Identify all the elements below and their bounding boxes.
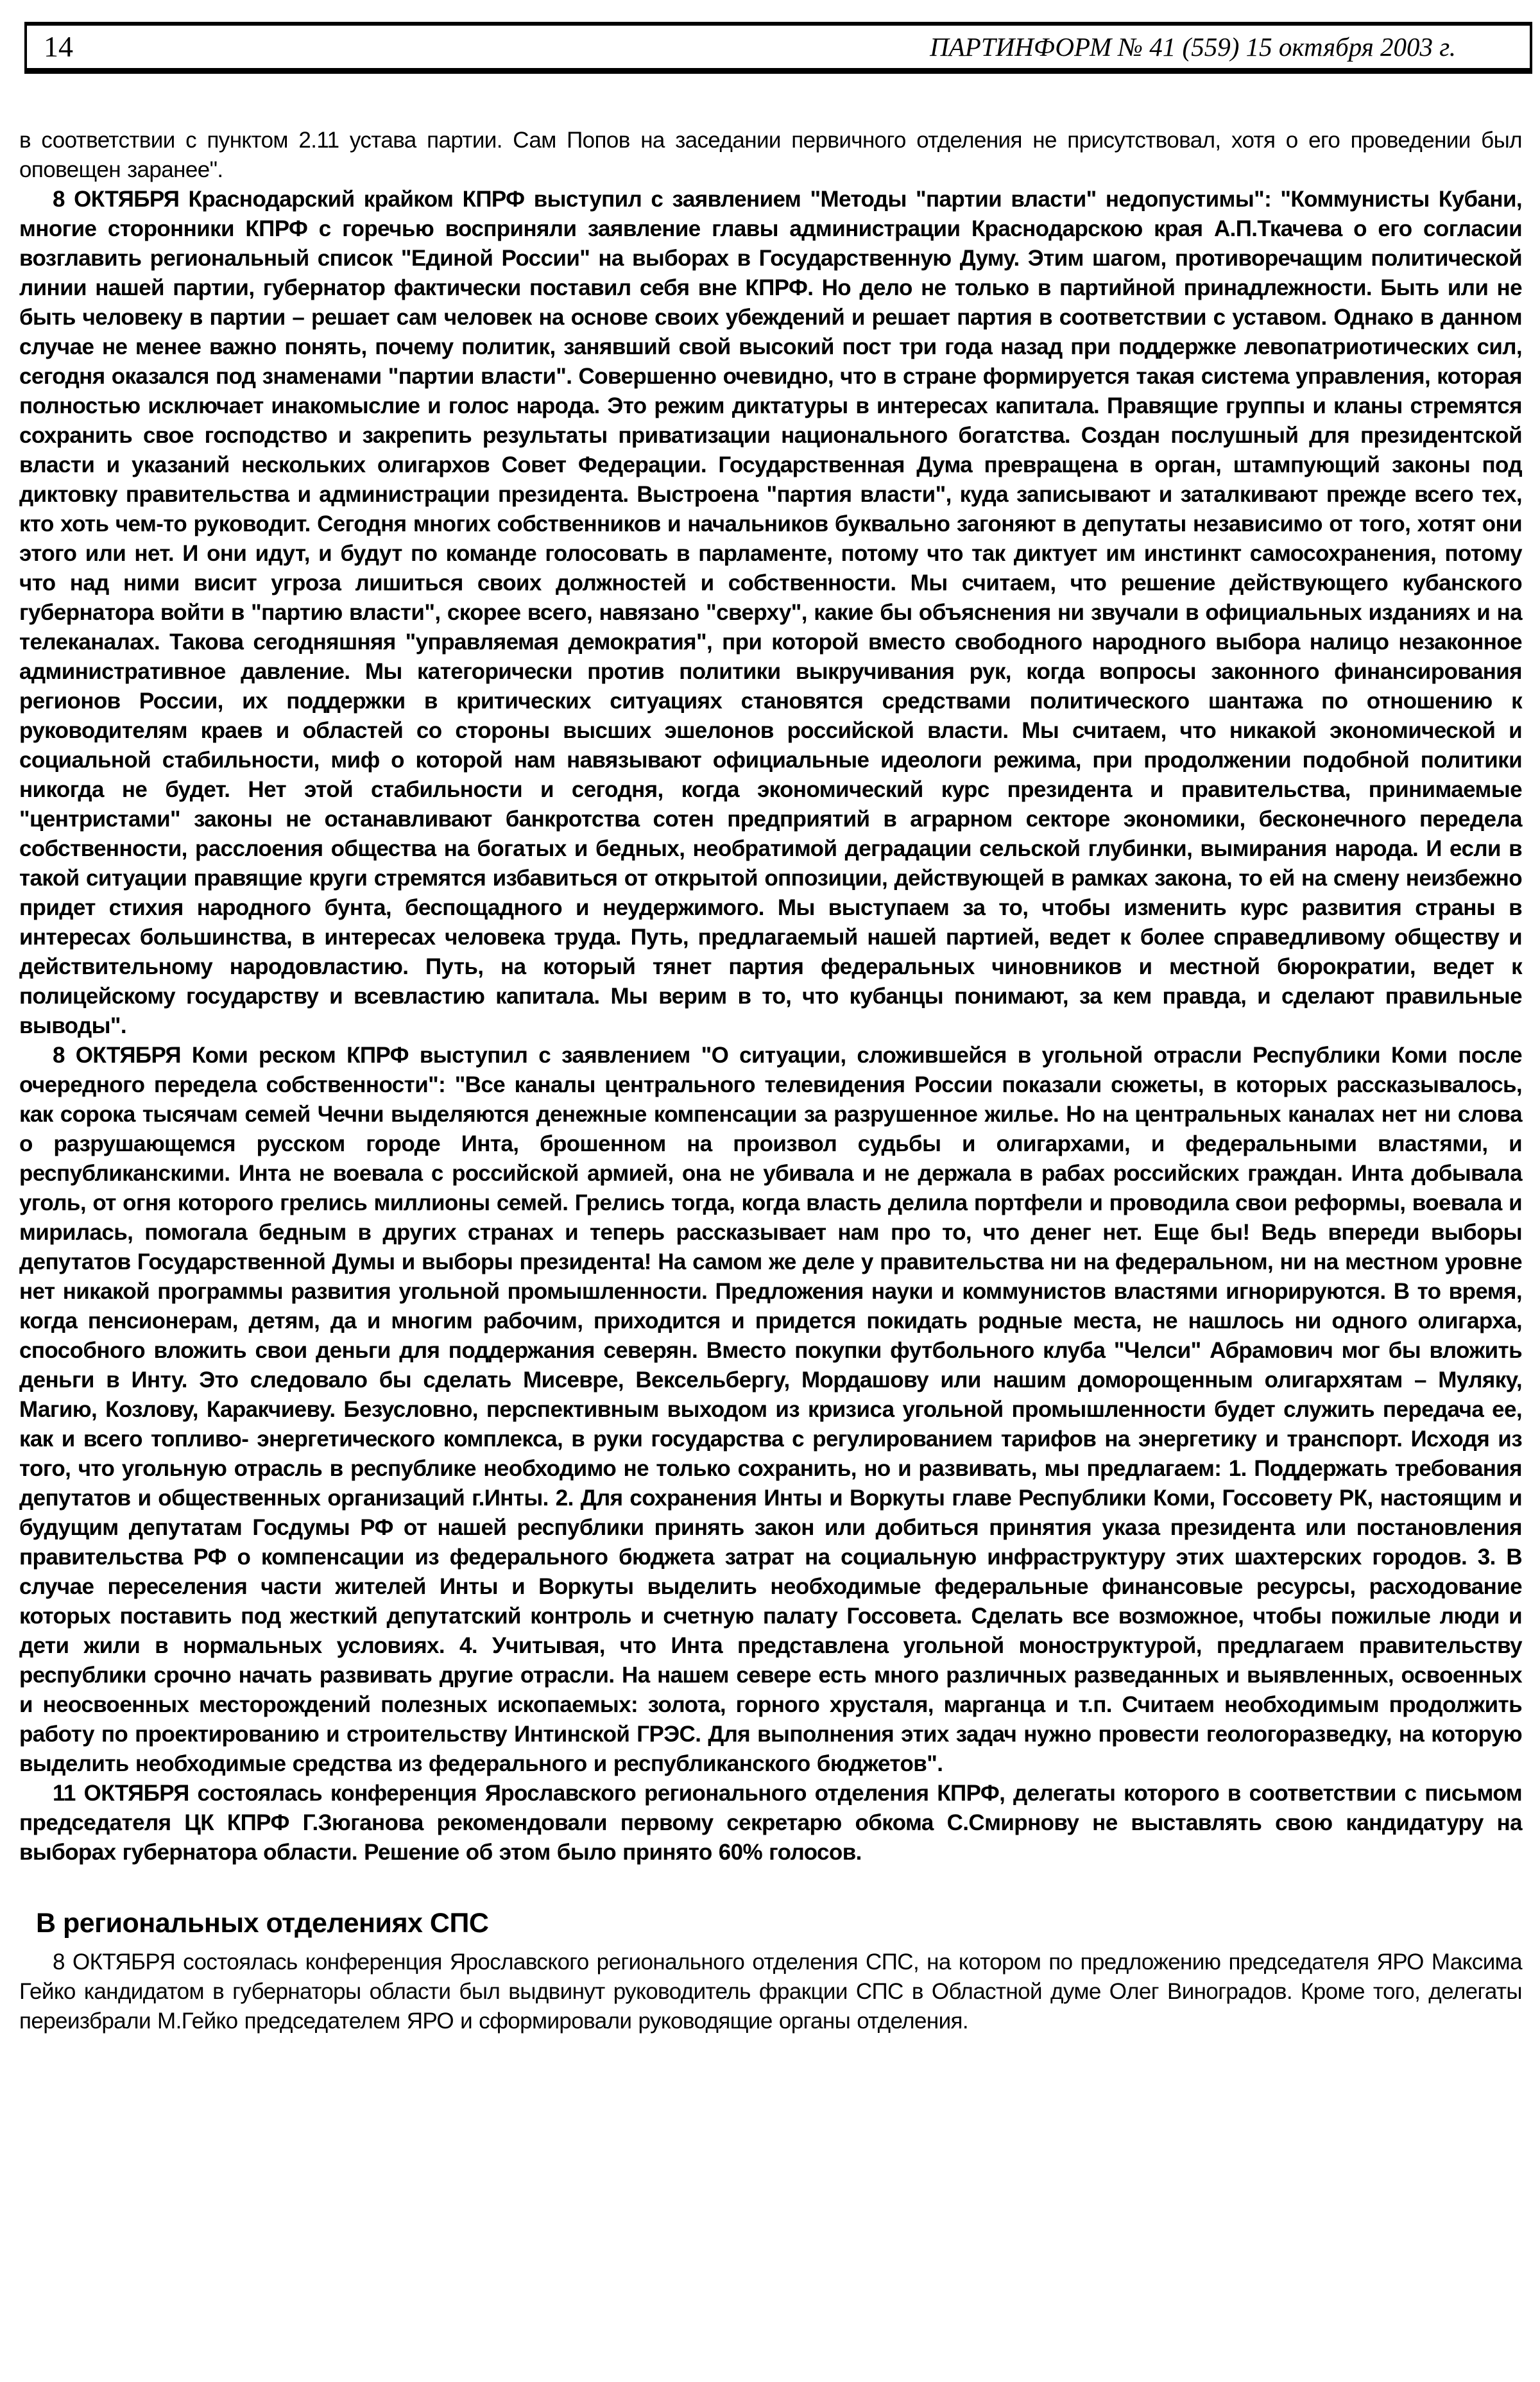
page-number: 14 xyxy=(44,30,73,63)
paragraph-krasnodar-statement: 8 ОКТЯБРЯ Краснодарский крайком КПРФ выступил с заявлением "Методы "партии власти" недопустимы": "Коммунисты Кубани, многие сторонники КПРФ с горечью восприняли заявление главы администрации Краснодарскою края А.П.Ткачева о его согласии возглавить региональный список "Единой России" на выборах в Государственную Думу. Этим шагом, противоречащим политической линии нашей партии, губернатор фактически поставил себя вне КПРФ. Но дело не только в партийной принадлежности. Быть или не быть человеку в партии – решает сам человек на основе своих убеждений и решает партия в соответствии с уставом. Однако в данном случае не менее важно понять, почему политик, занявший свой высокий пост три года назад при поддержке левопатриотических сил, сегодня оказался под знаменами "партии власти". Совершенно очевидно, что в стране формируется такая система управления, которая полностью исключает инакомыслие и голос народа. Это режим диктатуры в интересах капитала. Правящие группы и кланы стремятся сохранить свое господство и закрепить результаты приватизации национального богатства. Создан послушный для президентской власти и указаний нескольких олигархов Совет Федерации. Государственная Дума превращена в орган, штампующий законы под диктовку правительства и администрации президента. Выстроена "партия власти", куда записывают и заталкивают прежде всего тех, кто хоть чем-то руководит. Сегодня многих собственников и начальников буквально загоняют в депутаты независимо от того, хотят они этого или нет. И они идут, и будут по команде голосовать в парламенте, потому что так диктует им инстинкт самосохранения, потому что над ними висит угроза лишиться своих должностей и собственности. Мы считаем, что решение действующего кубанского губернатора войти в "партию власти", скорее всего, навязано "сверху", какие бы объяснения ни звучали в официальных изданиях и на телеканалах. Такова сегодняшняя "управляемая демократия", при которой вместо свободного народного выбора налицо незаконное административное давление. Мы категорически против политики выкручивания рук, когда вопросы законного финансирования регионов России, их поддержки в критических ситуациях становятся средствами политического шантажа по отношению к руководителям краев и областей со стороны высших эшелонов российской власти. Мы считаем, что никакой экономической и социальной стабильности, миф о которой нам навязывают официальные идеологи режима, при продолжении подобной политики никогда не будет. Нет этой стабильности и сегодня, когда экономический курс президента и правительства, принимаемые "центристами" законы не останавливают банкротства сотен предприятий в аграрном секторе экономики, бесконечного передела собственности, расслоения общества на богатых и бедных, необратимой деградации сельской глубинки, вымирания народа. И если в такой ситуации правящие круги стремятся избавиться от открытой оппозиции, действующей в рамках закона, то ей на смену неизбежно придет стихия народного бунта, беспощадного и неудержимого. Мы выступаем за то, чтобы изменить курс развития страны в интересах большинства, в интересах человека труда. Путь, предлагаемый нашей партией, ведет к более справедливому обществу и действительному народовластию. Путь, на который тянет партия федеральных чиновников и местной бюрократии, ведет к полицейскому государству и всевластию капитала. Мы верим в то, что кубанцы понимают, за кем правда, и сделают правильные выводы". xyxy=(19,187,1522,1038)
journal-masthead: ПАРТИНФОРМ № 41 (559) 15 октября 2003 г. xyxy=(930,31,1456,62)
paragraph-komi-statement: 8 ОКТЯБРЯ Коми реском КПРФ выступил с заявлением "О ситуации, сложившейся в угольной отрасли Республики Коми после очередного передела собственности": "Все каналы центрального телевидения России показали сюжеты, в которых рассказывалось, как сорока тысячам семей Чечни выделяются денежные компенсации за разрушенное жилье. Но на центральных каналах нет ни слова о разрушающемся русском городе Инта, брошенном на произвол судьбы и олигархами, и федеральными властями, и республиканскими. Инта не воевала с российской армией, она не убивала и не держала в рабах российских граждан. Инта добывала уголь, от огня которого грелись миллионы семей. Грелись тогда, когда власть делила портфели и проводила свои реформы, воевала и мирилась, помогала бедным в других странах и теперь рассказывает нам про то, что денег нет. Еще бы! Ведь впереди выборы депутатов Государственной Думы и выборы президента! На самом же деле у правительства ни на федеральном, ни на местном уровне нет никакой программы развития угольной промышленности. Предложения науки и коммунистов властями игнорируются. В то время, когда пенсионерам, детям, да и многим рабочим, приходится и придется покидать родные места, не нашлось ни одного олигарха, способного вложить свои деньги для поддержания северян. Вместо покупки футбольного клуба "Челси" Абрамович мог бы вложить деньги в Инту. Это следовало бы сделать Мисевре, Вексельбергу, Мордашову или нашим доморощенным олигархятам – Муляку, Магию, Козлову, Каракчиеву. Безусловно, перспективным выходом из кризиса угольной промышленности будет служить передача ее, как и всего топливо- энергетического комплекса, в руки государства с регулированием тарифов на энергетику и транспорт. Исходя из того, что угольную отрасль в республике необходимо не только сохранить, но и развивать, мы предлагаем: 1. Поддержать требования депутатов и общественных организаций г.Инты. 2. Для сохранения Инты и Воркуты главе Республики Коми, Госсовету РК, настоящим и будущим депутатам Госдумы РФ от нашей республики принять закон или добиться принятия указа президента или постановления правительства РФ о компенсации из федерального бюджета затрат на социальную инфраструктуру этих шахтерских городов. 3. В случае переселения части жителей Инты и Воркуты выделить необходимые федеральные финансовые ресурсы, расходование которых поставить под жесткий депутатский контроль и счетную палату Госсовета. Сделать все возможное, чтобы пожилые люди и дети жили в нормальных условиях. 4. Учитывая, что Инта представлена угольной моноструктурой, предлагаем правительству республики срочно начать развивать другие отрасли. На нашем севере есть много различных разведанных и выявленных, освоенных и неосвоенных месторождений полезных ископаемых: золота, горного хрусталя, марганца и т.п. Считаем необходимым продолжить работу по проектированию и строительству Интинской ГРЭС. Для выполнения этих задач нужно провести геологоразведку, на которую выделить необходимые средства из федерального и республиканского бюджетов". xyxy=(19,1043,1522,1776)
section-heading-sps-regional: В региональных отделениях СПС xyxy=(36,1908,489,1939)
paragraph-popov-continuation: в соответствии с пунктом 2.11 устава партии. Сам Попов на заседании первичного отделения не присутствовал, хотя о его проведении был оповещен заранее". xyxy=(19,128,1522,182)
page-body xyxy=(19,126,1522,2036)
paragraph-yaroslavl-sps-conference: 8 ОКТЯБРЯ состоялась конференция Ярославского регионального отделения СПС, на котором по предложению председателя ЯРО Максима Гейко кандидатом в губернаторы области был выдвинут руководитель фракции СПС в Областной думе Олег Виноградов. Кроме того, делегаты переизбрали М.Гейко председателем ЯРО и сформировали руководящие органы отделения. xyxy=(19,1949,1522,2034)
page-header xyxy=(24,22,1532,74)
paragraph-yaroslavl-kprf-conference: 11 ОКТЯБРЯ состоялась конференция Ярославского регионального отделения КПРФ, делегаты которого в соответствии с письмом председателя ЦК КПРФ Г.Зюганова рекомендовали первому секретарю обкома С.Смирнову не выставлять свою кандидатуру на выборах губернатора области. Решение об этом было принято 60% голосов. xyxy=(19,1781,1522,1865)
